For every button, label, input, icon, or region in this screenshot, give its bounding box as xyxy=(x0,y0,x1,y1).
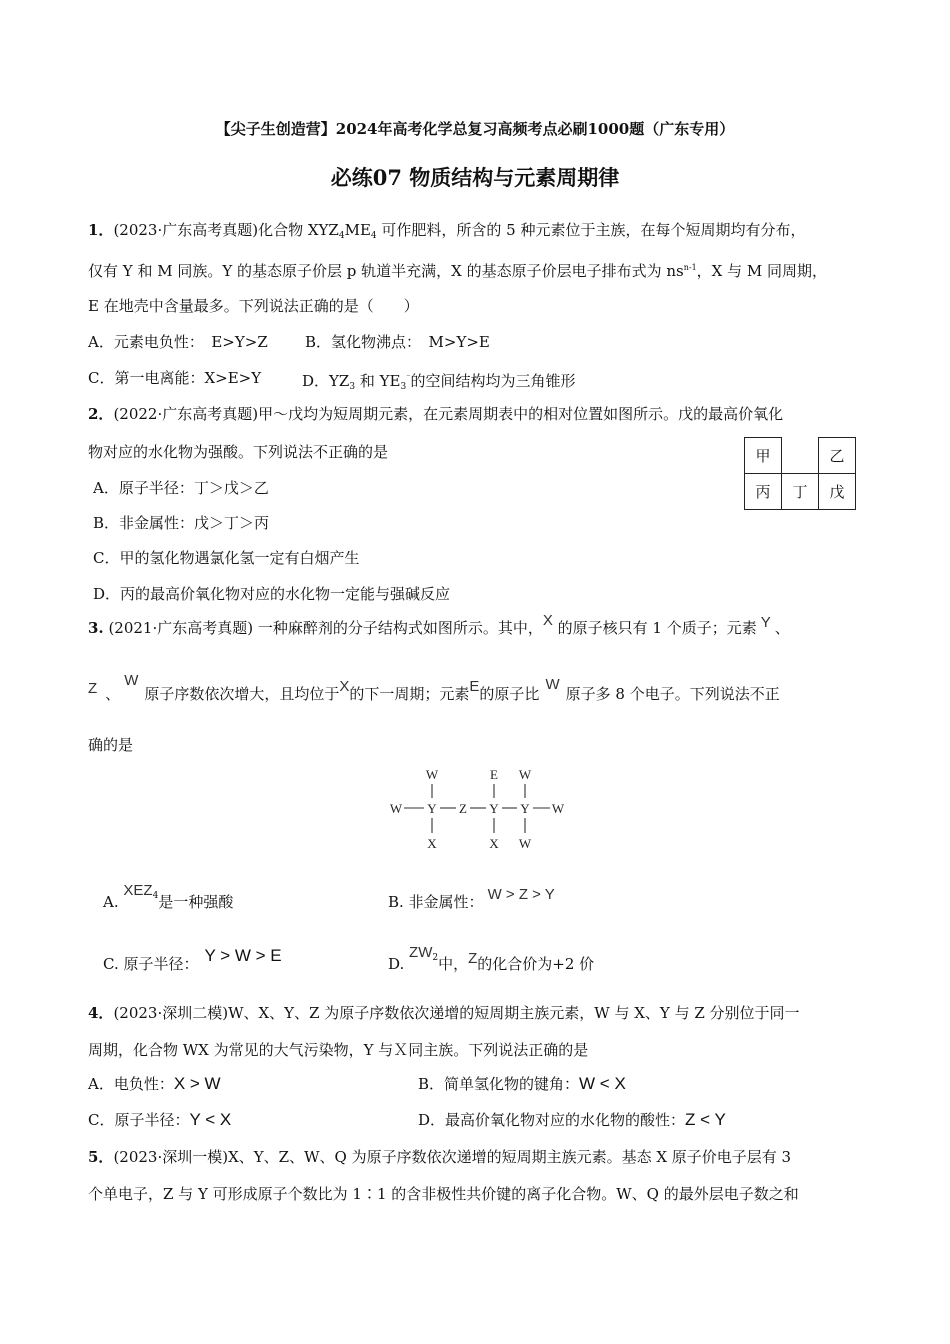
q2-line2: 物对应的水化物为强酸。下列说法不正确的是 xyxy=(88,443,389,461)
q3-option-a: A. XEZ$^4$是一种强酸 xyxy=(103,882,234,911)
atom-w-top1: W xyxy=(425,767,439,782)
q3-option-b: B. 非金属性： W > Z > Y xyxy=(388,886,555,911)
q2-option-b: B．非金属性：戊＞丁＞丙 xyxy=(93,514,270,532)
q3-number: 3. xyxy=(88,619,104,637)
q1-option-d: D．$YZ_3$ 和 $YE_3^{^-}$的空间结构均为三角锥形 xyxy=(302,372,576,392)
atom-w-top2: W xyxy=(518,767,532,782)
cell-ding: 丁 xyxy=(782,474,819,510)
atom-x-bottom2: X xyxy=(489,836,499,851)
q4-option-d: D．最高价氧化物对应的水化物的酸性：Z < Y xyxy=(418,1110,726,1129)
q1-number: 1． xyxy=(88,221,114,239)
q1-option-a: A．元素电负性： E>Y>Z xyxy=(88,333,268,351)
q5-number: 5． xyxy=(88,1148,114,1166)
q3-line2: Z 、W原子序数依次增大，且均位于X的下一周期；元素E的原子比W原子多 8 个电子。下列说法不正 xyxy=(88,672,780,703)
q3-option-c: C. 原子半径： Y > W > E xyxy=(103,946,282,973)
atom-w-left: W xyxy=(389,801,403,816)
q1-line1: 1．(2023·广东高考真题)化合物 $XYZ_4ME_4$ 可作肥料，所含的 5 种元素位于主族，在每个短周期均有分布， xyxy=(88,221,806,241)
atom-w-right: W xyxy=(551,801,565,816)
atom-e-top: E xyxy=(490,767,498,782)
atom-y1: Y xyxy=(427,801,437,816)
molecule-structure-diagram xyxy=(380,762,580,857)
q4-option-b: B．简单氢化物的键角：W < X xyxy=(418,1074,626,1093)
cell-bing: 丙 xyxy=(745,474,782,510)
q2-option-c: C．甲的氢化物遇氯化氢一定有白烟产生 xyxy=(93,549,360,567)
cell-jia: 甲 xyxy=(745,438,782,474)
cell-empty xyxy=(782,438,819,474)
q3-line3: 确的是 xyxy=(88,736,134,754)
q2-line1: 2．(2022·广东高考真题)甲～戊均为短周期元素，在元素周期表中的相对位置如图所示。戊的最高价氧化 xyxy=(88,405,784,423)
q1-option-c: C．第一电离能：X>E>Y xyxy=(88,369,262,387)
cell-yi: 乙 xyxy=(819,438,856,474)
q4-line1: 4．(2023·深圳二模)W、X、Y、Z 为原子序数依次递增的短周期主族元素，W 与 X、Y 与 Z 分别位于同一 xyxy=(88,1004,800,1022)
atom-z: Z xyxy=(459,801,467,816)
q1-option-b: B．氢化物沸点： M>Y>E xyxy=(305,333,490,351)
q2-option-a: A．原子半径：丁＞戊＞乙 xyxy=(93,479,269,497)
atom-w-bottom: W xyxy=(518,836,532,851)
q4-option-c: C．原子半径：Y < X xyxy=(88,1110,232,1129)
periodic-table-fragment xyxy=(744,437,856,510)
q3-option-d: D. $ZW^2$中，Z的化合价为+2 价 xyxy=(388,944,595,973)
q4-number: 4． xyxy=(88,1004,114,1022)
atom-y2: Y xyxy=(489,801,499,816)
cell-wu: 戊 xyxy=(819,474,856,510)
q1-line3: E 在地壳中含量最多。下列说法正确的是（ ） xyxy=(88,297,419,315)
q5-line1: 5．(2023·深圳一模)X、Y、Z、W、Q 为原子序数依次递增的短周期主族元素。基态 X 原子价电子层有 3 xyxy=(88,1148,792,1166)
q4-line2: 周期，化合物 WX 为常见的大气污染物，Y 与Ｘ同主族。下列说法正确的是 xyxy=(88,1041,589,1059)
atom-x-bottom1: X xyxy=(427,836,437,851)
q4-option-a: A．电负性：X > W xyxy=(88,1074,221,1093)
series-header: 【尖子生创造营】2024年高考化学总复习高频考点必刷1000题（广东专用） xyxy=(215,120,735,138)
q2-number: 2． xyxy=(88,405,114,423)
page-title: 必练07 物质结构与元素周期律 xyxy=(330,165,620,190)
q5-line2: 个单电子，Z 与 Y 可形成原子个数比为 1∶1 的含非极性共价键的离子化合物。W、Q 的最外层电子数之和 xyxy=(88,1185,799,1203)
q3-line1: 3. (2021·广东高考真题) 一种麻醉剂的分子结构式如图所示。其中，X 的原子核只有 1 个质子；元素 Y 、 xyxy=(88,612,790,637)
atom-y3: Y xyxy=(520,801,530,816)
q1-line2: 仅有 Y 和 M 同族。Y 的基态原子价层 p 轨道半充满，X 的基态原子价层电子排布式为 $ns^{n-1}$，X 与 M 同周期， xyxy=(88,262,828,280)
q2-option-d: D．丙的最高价氧化物对应的水化物一定能与强碱反应 xyxy=(93,585,451,603)
